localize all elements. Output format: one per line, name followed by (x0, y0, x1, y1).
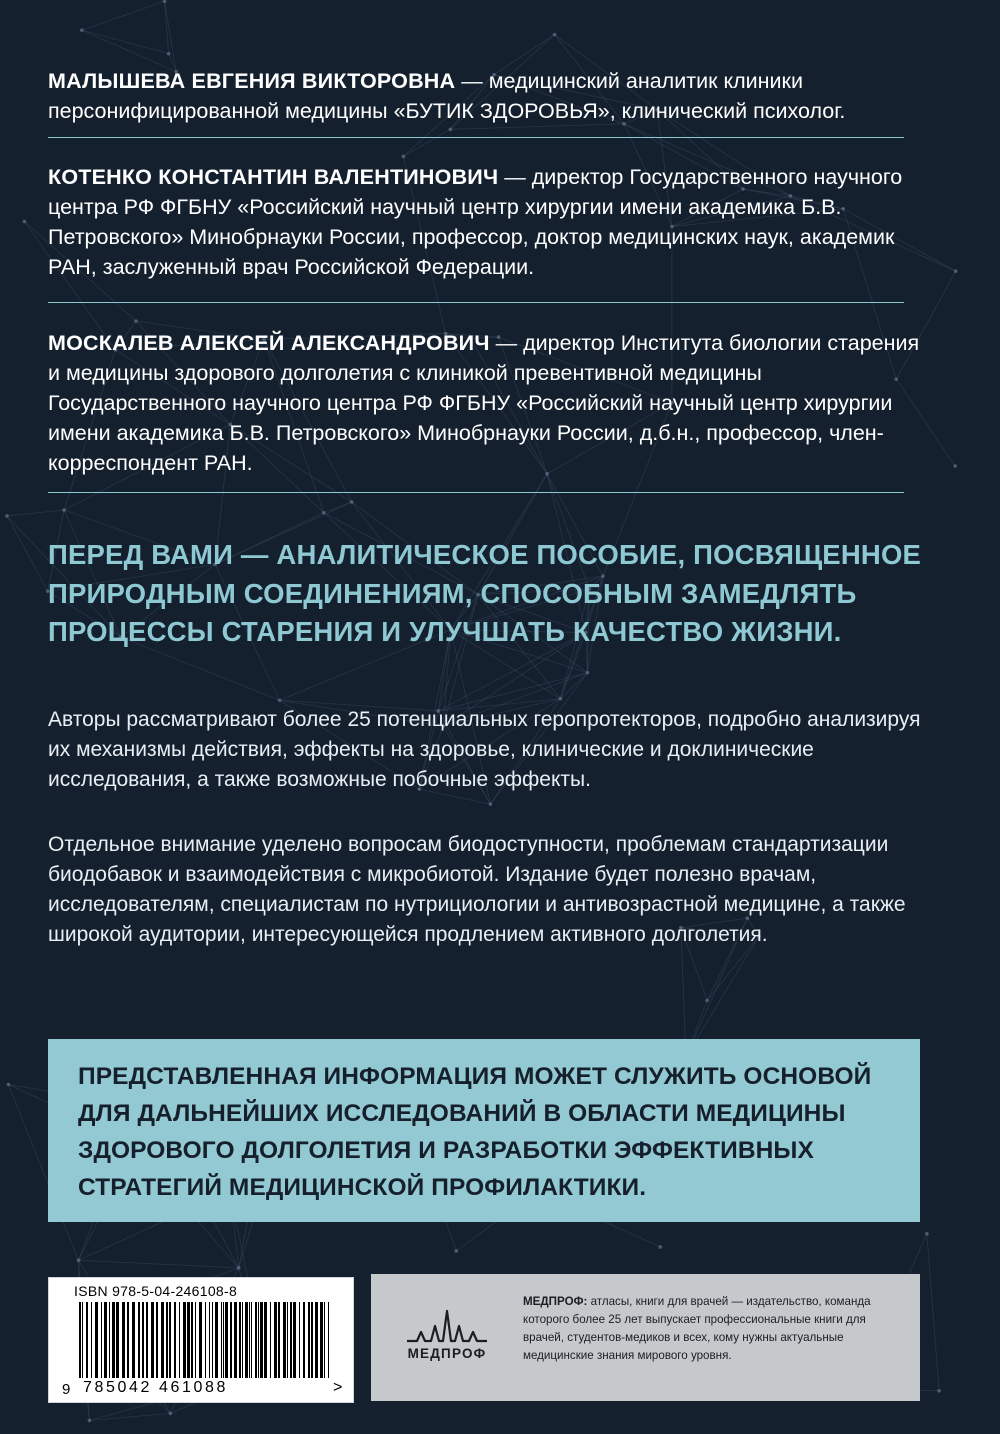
barcode-bar (104, 1302, 107, 1378)
barcode-bar (86, 1302, 88, 1378)
barcode-bar (239, 1302, 241, 1378)
paragraph-1: Авторы рассматривают более 25 потенциальных геропротекторов, подробно анализируя их механизмы действия, эффекты на здоровье, клинические и доклинические исследования, а также возможные побочные эффекты. (48, 708, 921, 791)
network-node (954, 269, 958, 273)
callout-box (48, 1039, 920, 1222)
isbn-barcode-box (48, 1277, 354, 1403)
author-2 (48, 162, 928, 282)
network-node (937, 1389, 941, 1393)
publisher-description (523, 1293, 908, 1365)
barcode-bar (127, 1302, 129, 1378)
barcode-bar (122, 1302, 125, 1378)
barcode-bar (166, 1302, 168, 1378)
barcode-bar (82, 1302, 83, 1378)
barcode-bar (290, 1302, 292, 1378)
network-node (5, 514, 9, 518)
divider-3 (48, 492, 904, 493)
network-line (403, 129, 450, 156)
barcode-lead-digit: 9 (62, 1381, 71, 1398)
barcode-bar (142, 1302, 144, 1378)
headline: ПЕРЕД ВАМИ — АНАЛИТИЧЕСКОЕ ПОСОБИЕ, ПОСВЯЩЕННОЕ ПРИРОДНЫМ СОЕДИНЕНИЯМ, СПОСОБНЫМ ЗАМЕДЛЯТЬ ПРОЦЕССЫ СТАРЕНИЯ И УЛУЧШАТЬ КАЧЕСТВО ЖИЗНИ. (48, 539, 922, 647)
network-node (278, 698, 282, 702)
barcode-bar (242, 1302, 243, 1378)
divider-1 (48, 137, 904, 138)
barcode-bar (245, 1302, 248, 1378)
barcode-bar (255, 1302, 257, 1378)
network-node (489, 802, 493, 806)
author-2-description: — директор Государственного научного центра РФ ФГБНУ «Российский научный центр хирургии имени академика Б.В. Петровского» Минобрнауки России, профессор, доктор медицинских наук, академик РАН, заслуженный врач Российской Федерации. (48, 165, 903, 279)
barcode-bar (156, 1302, 158, 1378)
barcode-bar (287, 1302, 288, 1378)
barcode-bar (191, 1302, 193, 1378)
barcode-bar (320, 1302, 323, 1378)
barcode-bar (112, 1302, 115, 1378)
barcode-bar (324, 1302, 325, 1378)
network-line (7, 516, 48, 591)
network-node (705, 999, 709, 1003)
isbn-label: ISBN 978-5-04-246108-8 (74, 1283, 238, 1299)
barcode-bar (174, 1302, 176, 1378)
barcode-bar (95, 1302, 98, 1378)
barcode-bar (283, 1302, 286, 1378)
network-node (23, 220, 27, 224)
network-line (927, 1234, 939, 1391)
barcode-bar (225, 1302, 228, 1378)
barcode-icon (79, 1302, 329, 1378)
barcode-bar (212, 1302, 213, 1378)
barcode-bar (199, 1302, 202, 1378)
callout-text: ПРЕДСТАВЛЕННАЯ ИНФОРМАЦИЯ МОЖЕТ СЛУЖИТЬ ОСНОВОЙ ДЛЯ ДАЛЬНЕЙШИХ ИССЛЕДОВАНИЙ В ОБЛАСТИ МЕДИЦИНЫ ЗДОРОВОГО ДОЛГОЛЕТИЯ И РАЗРАБОТКИ ЭФФЕКТИВНЫХ СТРАТЕГИЙ МЕДИЦИНСКОЙ ПРОФИЛАКТИКИ. (78, 1063, 872, 1201)
barcode-bar (195, 1302, 196, 1378)
barcode-bar (274, 1302, 277, 1378)
barcode-bar (270, 1302, 271, 1378)
barcode-bar (260, 1302, 263, 1378)
barcode-arrow: > (333, 1379, 343, 1396)
author-1-name: МАЛЫШЕВА ЕВГЕНИЯ ВИКТОРОВНА (48, 69, 456, 93)
barcode-bar (116, 1302, 119, 1378)
network-line (82, 30, 169, 54)
author-3-description: — директор Института биологии старения и медицины здорового долголетия с клиникой превентивной медицины Государственного научного центра РФ ФГБНУ «Российский научный центр хирургии имени академика Б.В. Петровского» Минобрнауки России, д.б.н., профессор, член-корреспондент РАН. (48, 331, 920, 475)
publisher-logo (407, 1308, 487, 1372)
network-line (560, 673, 587, 699)
barcode-bar (146, 1302, 148, 1378)
publisher-box (371, 1274, 920, 1401)
network-node (402, 155, 406, 159)
network-node (322, 511, 326, 515)
barcode-bar (151, 1302, 154, 1378)
publisher-logo-text: МЕДПРОФ (407, 1346, 487, 1361)
barcode-bar (303, 1302, 305, 1378)
barcode-bar (223, 1302, 224, 1378)
barcode-bar (234, 1302, 237, 1378)
barcode-bar (91, 1302, 92, 1378)
barcode-bar (169, 1302, 171, 1378)
barcode-bar (209, 1302, 210, 1378)
barcode-bar (79, 1302, 81, 1378)
network-line (165, 1, 169, 53)
barcode-bar (179, 1302, 180, 1378)
network-node (88, 1419, 92, 1423)
network-node (925, 1232, 929, 1236)
barcode-bar (299, 1302, 300, 1378)
barcode-bar (293, 1302, 296, 1378)
network-line (82, 1, 165, 30)
network-node (553, 33, 557, 37)
barcode-bar (221, 1302, 222, 1378)
author-3 (48, 328, 928, 478)
network-line (165, 1, 177, 72)
network-node (134, 319, 138, 323)
barcode-bar (138, 1302, 140, 1378)
network-node (659, 1245, 663, 1249)
publisher-text: атласы, книги для врачей — издательство, команда которого более 25 лет выпускает профессиональные книги для врачей, студентов-медиков и всех, кому нужны актуальные медицинские знания мирового уровня. (523, 1295, 871, 1362)
barcode-bar (230, 1302, 232, 1378)
barcode-digits: 785042 461088 (83, 1379, 229, 1396)
barcode-bar (311, 1302, 313, 1378)
author-1 (48, 66, 928, 126)
author-1-description: — медицинский аналитик клиники персонифицированной медицины «БУТИК ЗДОРОВЬЯ», клинический психолог. (48, 69, 846, 123)
network-node (163, 0, 167, 3)
paragraph-2: Отдельное внимание уделено вопросам биодоступности, проблемам стандартизации биодобавок и взаимодействия с микробиотой. Издание будет полезно врачам, исследователям, специалистам по нутрициологии и антивозрастной медицине, а также широкой аудитории, интересующейся продлением активного долголетия. (48, 833, 906, 946)
network-node (586, 671, 590, 675)
barcode-bar (205, 1302, 206, 1378)
network-node (80, 28, 84, 32)
network-node (559, 697, 563, 701)
barcode-bar (315, 1302, 318, 1378)
network-node (7, 1083, 11, 1087)
network-node (169, 1412, 173, 1416)
network-node (350, 500, 354, 504)
barcode-bar (258, 1302, 259, 1378)
barcode-bar (187, 1302, 190, 1378)
network-node (62, 508, 66, 512)
barcode-bar (328, 1302, 329, 1378)
divider-2 (48, 302, 904, 303)
network-node (237, 1266, 241, 1270)
barcode-bar (215, 1302, 218, 1378)
barcode-bar (251, 1302, 252, 1378)
network-node (167, 52, 171, 56)
network-node (454, 1249, 458, 1253)
network-line (7, 510, 64, 516)
skyline-logo-icon (407, 1308, 487, 1344)
barcode-bar (161, 1302, 164, 1378)
barcode-bar (278, 1302, 280, 1378)
author-3-name: МОСКАЛЕВ АЛЕКСЕЙ АЛЕКСАНДРОВИЧ (48, 331, 490, 355)
barcode-bar (132, 1302, 135, 1378)
network-node (953, 464, 957, 468)
network-line (79, 1260, 239, 1268)
barcode-bar (264, 1302, 267, 1378)
barcode-bar (109, 1302, 110, 1378)
network-node (449, 128, 453, 132)
barcode-bar (249, 1302, 250, 1378)
barcode-bar (308, 1302, 310, 1378)
author-2-name: КОТЕНКО КОНСТАНТИН ВАЛЕНТИНОВИЧ (48, 165, 499, 189)
barcode-bar (183, 1302, 186, 1378)
barcode-bar (101, 1302, 102, 1378)
network-node (77, 1259, 81, 1263)
publisher-name: МЕДПРОФ: (523, 1295, 588, 1308)
